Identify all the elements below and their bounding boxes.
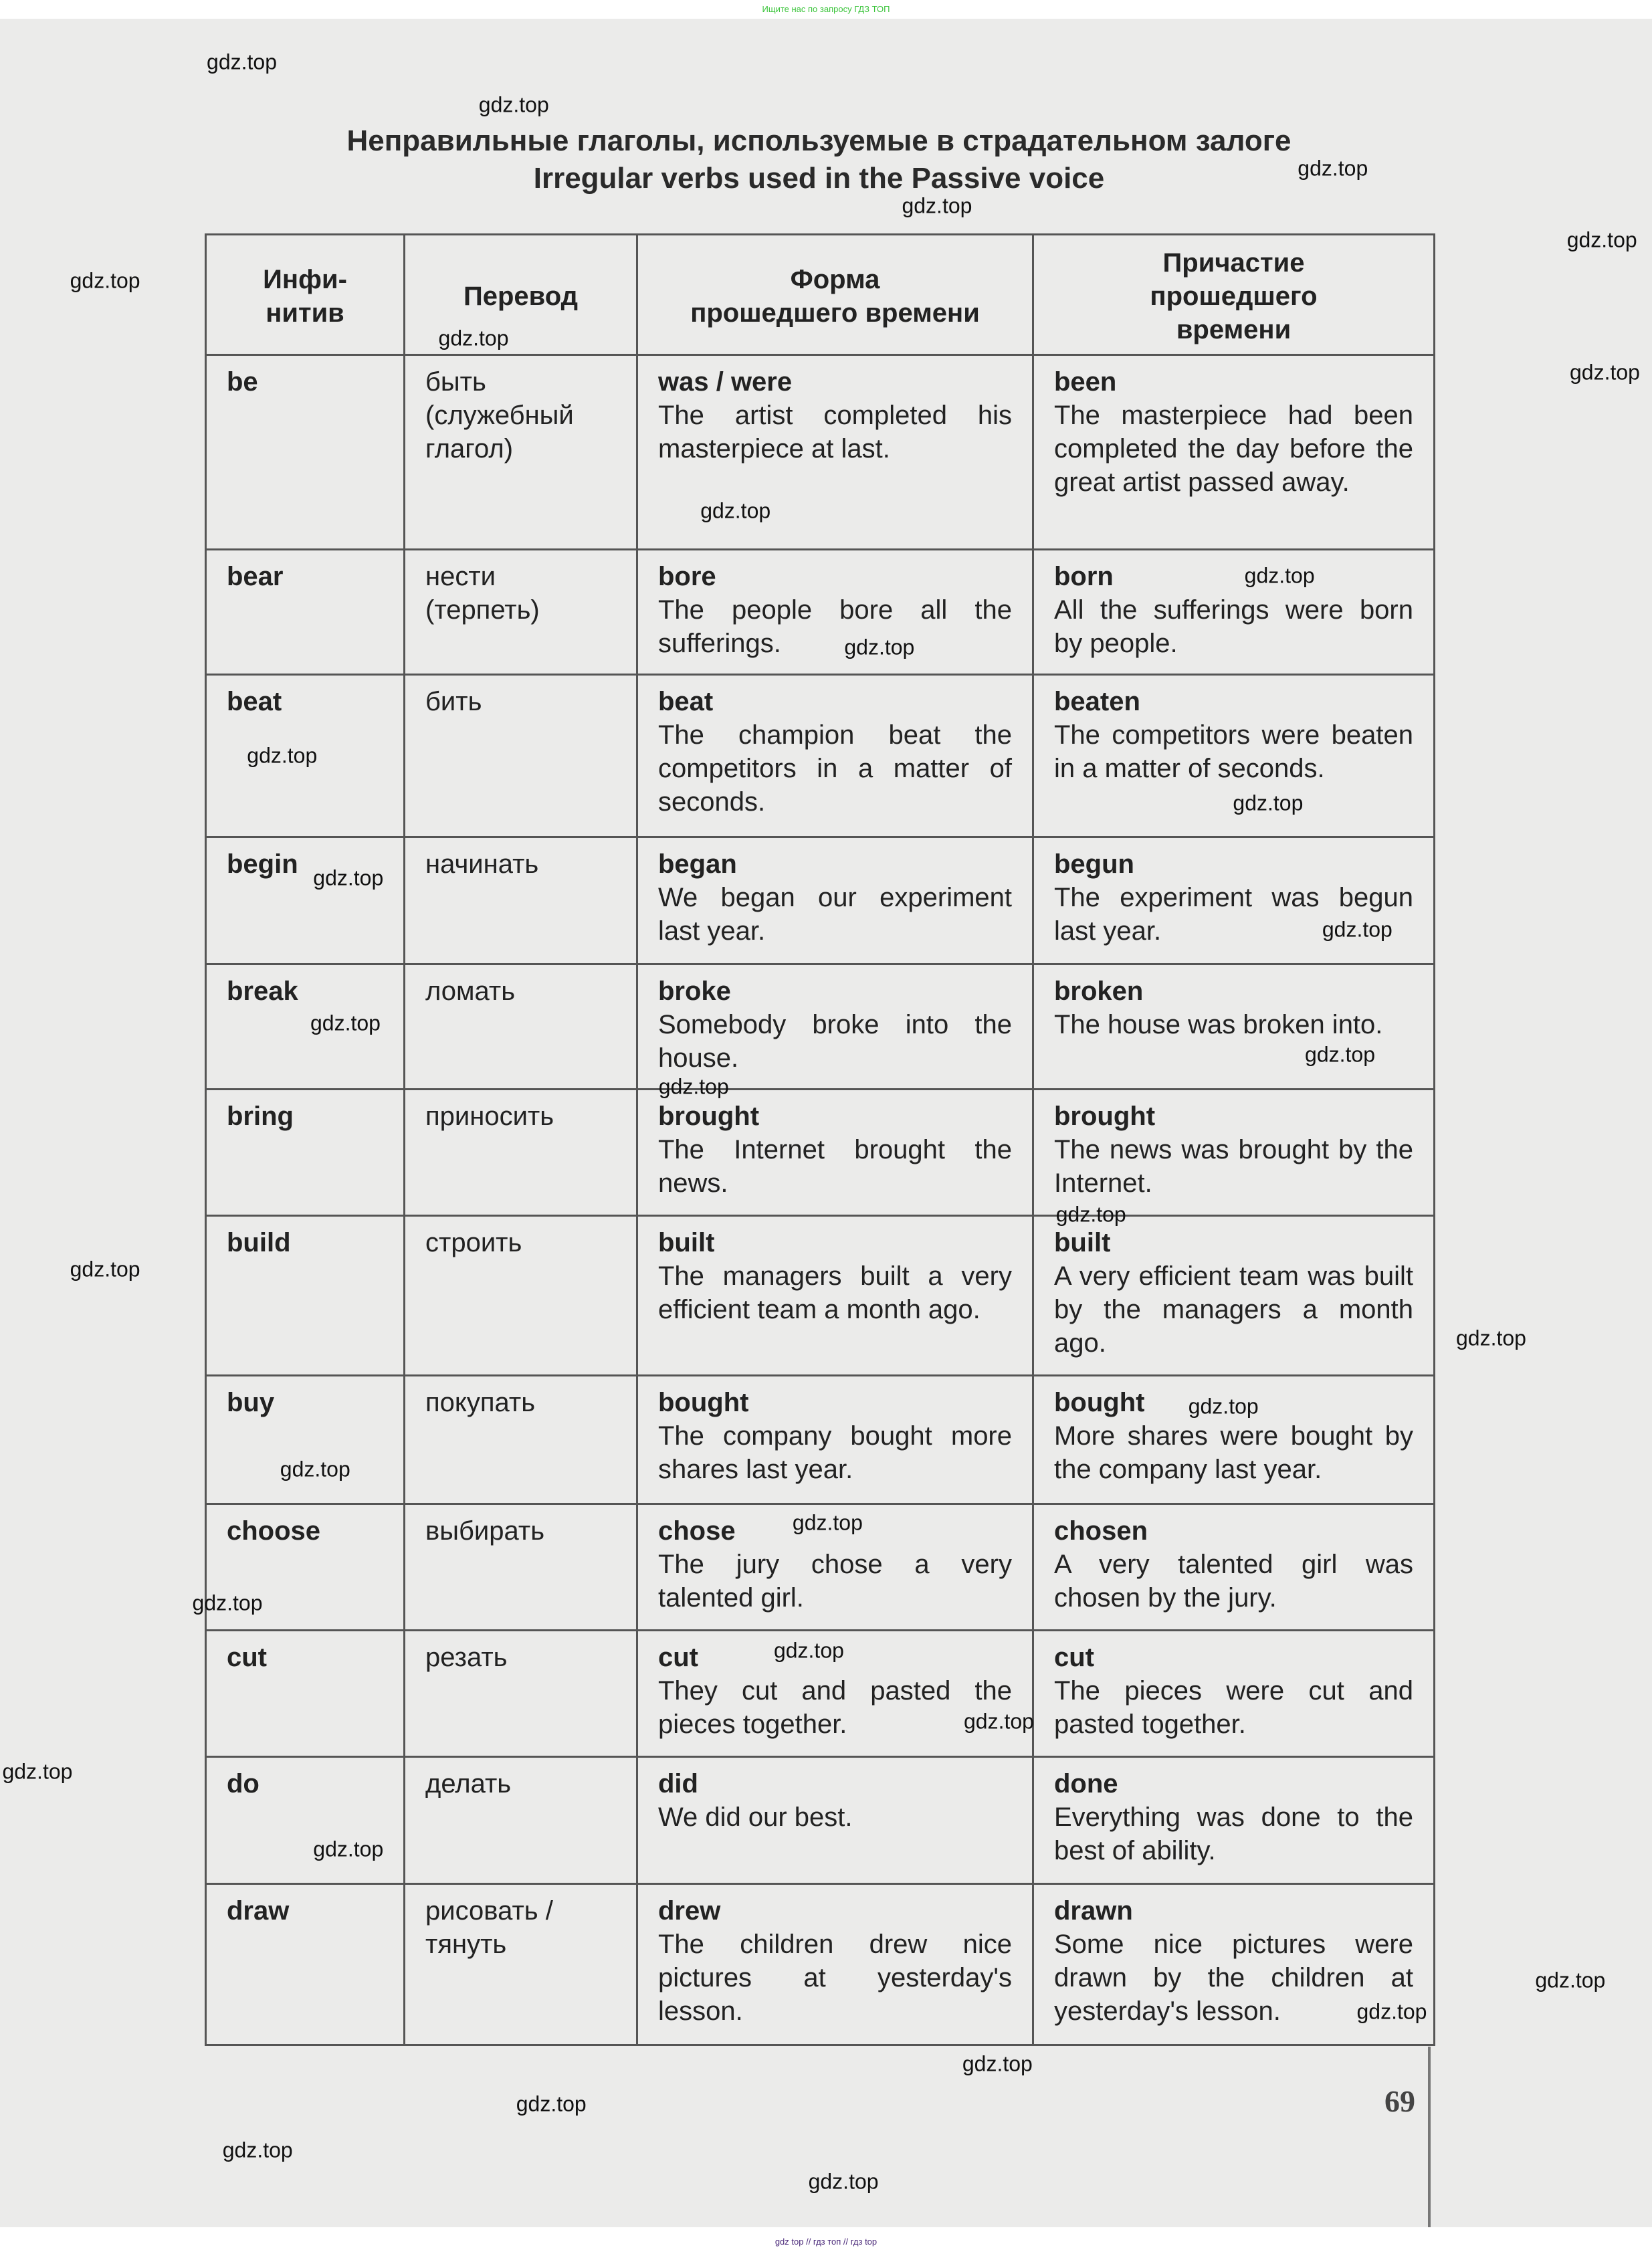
watermark: gdz.top <box>700 498 771 523</box>
translation-cell <box>405 837 637 964</box>
participle-cell <box>1033 1757 1435 1884</box>
participle-example: The competitors were beaten in a matter of seconds. <box>1054 720 1413 783</box>
past-example: The company bought more shares last year. <box>658 1421 1012 1484</box>
past-example: The people bore all the sufferings. <box>658 595 1012 658</box>
translation: быть (служебный глагол) <box>425 367 574 464</box>
column-header: Причастие прошедшего времени <box>1033 235 1435 355</box>
column-header: Форма прошедшего времени <box>637 235 1033 355</box>
infinitive: break <box>227 977 298 1006</box>
infinitive-cell <box>206 837 405 964</box>
translation: ломать <box>425 977 516 1006</box>
infinitive-cell <box>206 1631 405 1757</box>
translation-cell <box>405 1504 637 1631</box>
watermark: gdz.top <box>70 268 140 293</box>
participle-example: All the sufferings were born by people. <box>1054 595 1413 658</box>
watermark: gdz.top <box>1233 791 1304 815</box>
participle-form: begun <box>1054 849 1134 879</box>
watermark: gdz.top <box>1569 360 1640 385</box>
past-form: did <box>658 1769 698 1799</box>
participle-example: The news was brought by the Internet. <box>1054 1135 1413 1198</box>
watermark: gdz.top <box>792 1510 863 1535</box>
translation: резать <box>425 1643 508 1672</box>
watermark: gdz.top <box>207 49 278 74</box>
title-english: Irregular verbs used in the Passive voice <box>533 162 1105 195</box>
participle-example: Everything was done to the best of ability. <box>1054 1803 1413 1865</box>
participle-form: been <box>1054 367 1117 397</box>
infinitive: be <box>227 367 258 397</box>
column-header: Перевод <box>405 235 637 355</box>
watermark: gdz.top <box>773 1638 844 1663</box>
infinitive-cell <box>206 1884 405 2045</box>
participle-example: More shares were bought by the company last year. <box>1054 1421 1413 1484</box>
past-cell <box>637 355 1033 550</box>
page-number: 69 <box>1384 2084 1415 2118</box>
translation: начинать <box>425 849 539 879</box>
participle-form: brought <box>1054 1102 1156 1131</box>
participle-cell <box>1033 964 1435 1090</box>
participle-form: drawn <box>1054 1896 1133 1926</box>
participle-cell <box>1033 355 1435 550</box>
past-example: The children drew nice pictures at yesterday's lesson. <box>658 1930 1012 2026</box>
past-form: chose <box>658 1516 736 1546</box>
infinitive: beat <box>227 687 282 716</box>
table-row <box>206 1884 1435 2045</box>
watermark: gdz.top <box>964 1709 1034 1734</box>
past-form: bore <box>658 562 716 591</box>
watermark: gdz.top <box>313 865 384 890</box>
past-form: brought <box>658 1102 760 1131</box>
watermark: gdz.top <box>310 1011 381 1035</box>
watermark: gdz.top <box>70 1257 140 1281</box>
table-row <box>206 355 1435 550</box>
title-russian: Неправильные глаголы, используемые в страдательном залоге <box>346 124 1292 157</box>
participle-form: built <box>1054 1228 1111 1257</box>
translation: бить <box>425 687 482 716</box>
participle-example: A very talented girl was chosen by the jury. <box>1054 1550 1413 1613</box>
watermark: gdz.top <box>658 1074 729 1099</box>
translation-cell <box>405 1216 637 1376</box>
past-cell <box>637 1757 1033 1884</box>
past-form: bought <box>658 1388 749 1417</box>
page-edge-line <box>1428 2047 1431 2227</box>
participle-example: The experiment was begun last year. <box>1054 883 1413 946</box>
table-row <box>206 1216 1435 1376</box>
infinitive: do <box>227 1769 260 1799</box>
past-form: built <box>658 1228 715 1257</box>
past-example: They cut and pasted the pieces together. <box>658 1676 1012 1739</box>
watermark: gdz.top <box>902 193 972 218</box>
watermark: gdz.top <box>962 2051 1033 2076</box>
past-cell <box>637 675 1033 837</box>
translation-cell <box>405 1376 637 1504</box>
participle-cell <box>1033 550 1435 675</box>
past-cell <box>637 550 1033 675</box>
participle-form: done <box>1054 1769 1118 1799</box>
translation-cell <box>405 675 637 837</box>
participle-cell <box>1033 1631 1435 1757</box>
translation-cell <box>405 1090 637 1216</box>
infinitive: choose <box>227 1516 321 1546</box>
watermark: gdz.top <box>2 1759 73 1784</box>
watermark: gdz.top <box>1455 1326 1526 1350</box>
watermark: gdz.top <box>808 2169 879 2194</box>
participle-cell <box>1033 1216 1435 1376</box>
past-cell <box>637 1090 1033 1216</box>
column-header: Инфи- нитив <box>206 235 405 355</box>
past-form: began <box>658 849 737 879</box>
table-row <box>206 1090 1435 1216</box>
participle-example: Some nice pictures were drawn by the children at yesterday's lesson. <box>1054 1930 1413 2026</box>
translation: делать <box>425 1769 512 1799</box>
watermark: gdz.top <box>280 1457 350 1481</box>
watermark: gdz.top <box>1298 156 1368 181</box>
watermark: gdz.top <box>844 635 915 659</box>
translation: строить <box>425 1228 522 1257</box>
irregular-verbs-table <box>205 233 1435 2046</box>
watermark: gdz.top <box>1188 1394 1259 1418</box>
participle-form: broken <box>1054 977 1144 1006</box>
participle-example: The house was broken into. <box>1054 1010 1383 1039</box>
watermark: gdz.top <box>516 2091 587 2116</box>
past-example: The Internet brought the news. <box>658 1135 1012 1198</box>
watermark: gdz.top <box>1566 227 1637 252</box>
translation-cell <box>405 355 637 550</box>
infinitive: buy <box>227 1388 275 1417</box>
watermark: gdz.top <box>1055 1202 1126 1227</box>
watermark: gdz.top <box>478 92 549 117</box>
translation-cell <box>405 1631 637 1757</box>
infinitive: cut <box>227 1643 267 1672</box>
watermark: gdz.top <box>192 1591 263 1615</box>
infinitive-cell <box>206 1376 405 1504</box>
translation: рисовать / тянуть <box>425 1896 553 1959</box>
past-cell <box>637 964 1033 1090</box>
translation-cell <box>405 1757 637 1884</box>
translation-cell <box>405 550 637 675</box>
infinitive: begin <box>227 849 298 879</box>
past-example: Somebody broke into the house. <box>658 1010 1012 1073</box>
past-form: drew <box>658 1896 721 1926</box>
past-example: We began our experiment last year. <box>658 883 1012 946</box>
watermark: gdz.top <box>222 2138 293 2162</box>
participle-form: cut <box>1054 1643 1094 1672</box>
participle-form: bought <box>1054 1388 1145 1417</box>
watermark: gdz.top <box>1535 1968 1606 1992</box>
watermark: gdz.top <box>1356 1999 1427 2024</box>
watermark: gdz.top <box>247 743 318 768</box>
past-example: We did our best. <box>658 1803 853 1832</box>
participle-form: born <box>1054 562 1114 591</box>
past-cell <box>637 1884 1033 2045</box>
infinitive: bear <box>227 562 284 591</box>
participle-cell <box>1033 1504 1435 1631</box>
infinitive-cell <box>206 550 405 675</box>
past-cell <box>637 1376 1033 1504</box>
participle-example: The masterpiece had been completed the day before the great artist passed away. <box>1054 401 1413 497</box>
past-form: was / were <box>658 367 793 397</box>
bottom-banner: gdz top // гдз топ // гдз top <box>775 2237 877 2247</box>
infinitive-cell <box>206 1090 405 1216</box>
translation: приносить <box>425 1102 554 1131</box>
past-example: The jury chose a very talented girl. <box>658 1550 1012 1613</box>
infinitive-cell <box>206 1757 405 1884</box>
table-row <box>206 837 1435 964</box>
past-example: The managers built a very efficient team a month ago. <box>658 1261 1012 1324</box>
translation: выбирать <box>425 1516 545 1546</box>
past-cell <box>637 837 1033 964</box>
participle-form: chosen <box>1054 1516 1148 1546</box>
watermark: gdz.top <box>313 1837 384 1861</box>
participle-cell <box>1033 837 1435 964</box>
past-form: broke <box>658 977 731 1006</box>
infinitive: draw <box>227 1896 290 1926</box>
translation: нести (терпеть) <box>425 562 540 625</box>
past-example: The artist completed his masterpiece at last. <box>658 401 1012 464</box>
watermark: gdz.top <box>1305 1042 1375 1067</box>
past-cell <box>637 1216 1033 1376</box>
past-form: beat <box>658 687 714 716</box>
translation-cell <box>405 964 637 1090</box>
table-row <box>206 964 1435 1090</box>
watermark: gdz.top <box>438 326 509 350</box>
translation-cell <box>405 1884 637 2045</box>
translation: покупать <box>425 1388 536 1417</box>
past-example: The champion beat the competitors in a matter of seconds. <box>658 720 1012 817</box>
infinitive: bring <box>227 1102 294 1131</box>
watermark: gdz.top <box>1244 563 1315 588</box>
participle-cell <box>1033 1090 1435 1216</box>
watermark: gdz.top <box>1322 917 1392 942</box>
participle-form: beaten <box>1054 687 1140 716</box>
top-banner: Ищите нас по запросу ГДЗ ТОП <box>762 4 890 14</box>
infinitive-cell <box>206 355 405 550</box>
infinitive-cell <box>206 1216 405 1376</box>
participle-example: A very efficient team was built by the managers a month ago. <box>1054 1261 1413 1358</box>
past-form: cut <box>658 1643 698 1672</box>
infinitive: build <box>227 1228 291 1257</box>
participle-example: The pieces were cut and pasted together. <box>1054 1676 1413 1739</box>
table-row <box>206 1757 1435 1884</box>
